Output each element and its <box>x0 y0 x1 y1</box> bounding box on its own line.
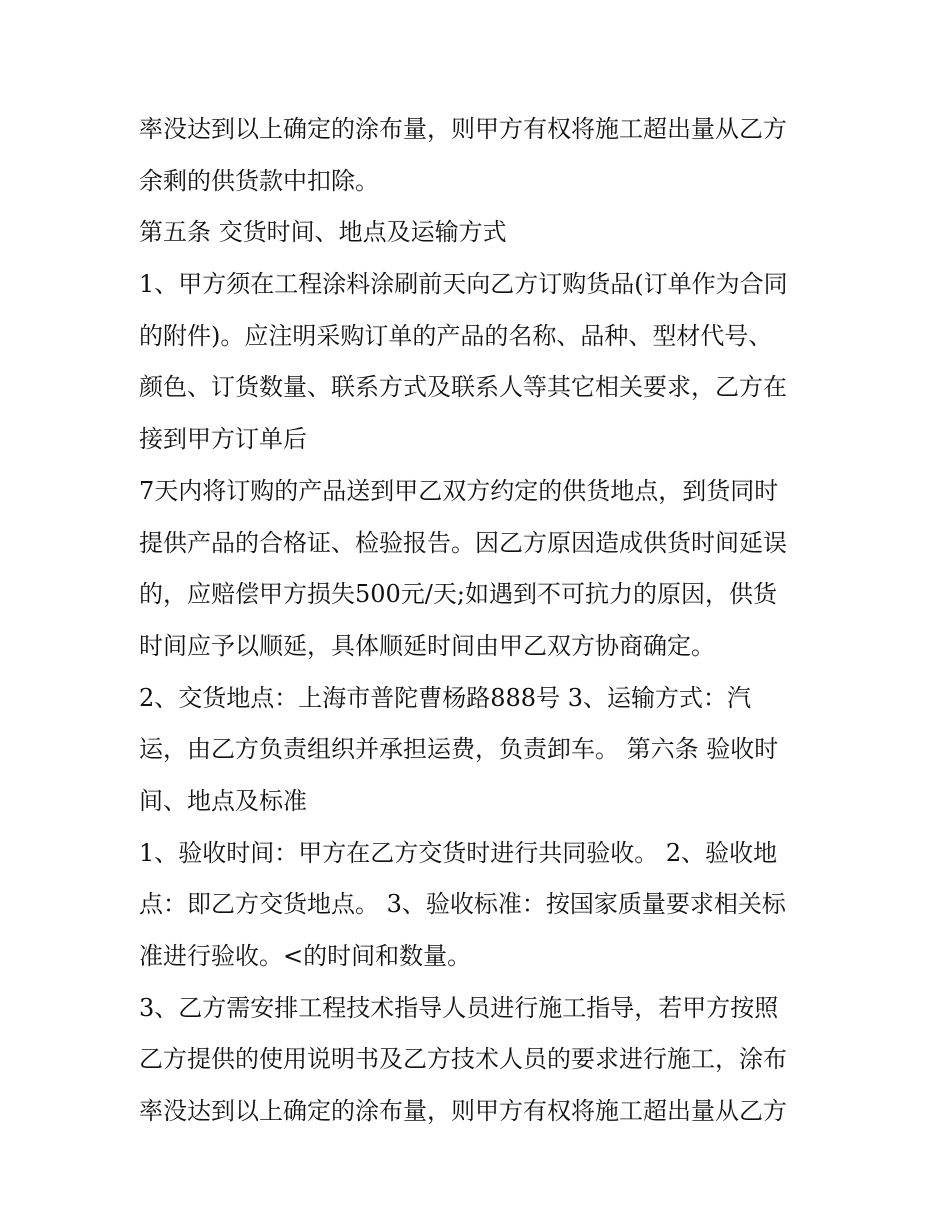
text-line: 接到甲方订单后 <box>139 425 307 454</box>
text-line: 间、地点及标准 <box>139 786 307 815</box>
section-heading: 第五条 交货时间、地点及运输方式 <box>139 218 507 247</box>
text-line: 的，应赔偿甲方损失500元/天;如遇到不可抗力的原因，供货 <box>139 580 777 609</box>
text-line: 2、交货地点：上海市普陀曹杨路888号 3、运输方式：汽 <box>139 683 751 712</box>
text-line: 乙方提供的使用说明书及乙方技术人员的要求进行施工，涂布 <box>139 1045 787 1074</box>
text-line: 率没达到以上确定的涂布量，则甲方有权将施工超出量从乙方 <box>139 115 787 143</box>
text-line: 颜色、订货数量、联系方式及联系人等其它相关要求，乙方在 <box>139 373 787 402</box>
text-line: 提供产品的合格证、检验报告。因乙方原因造成供货时间延误 <box>139 528 787 557</box>
text-line: 余剩的供货款中扣除。 <box>139 166 379 195</box>
contract-text <box>139 104 829 1138</box>
text-line: 3、乙方需安排工程技术指导人员进行施工指导，若甲方按照 <box>139 993 779 1022</box>
text-line: 运，由乙方负责组织并承担运费，负责卸车。 第六条 验收时 <box>139 735 779 764</box>
text-line: 的附件)。应注明采购订单的产品的名称、品种、型材代号、 <box>139 321 773 350</box>
text-line: 率没达到以上确定的涂布量，则甲方有权将施工超出量从乙方 <box>139 1097 787 1126</box>
text-line: 1、验收时间：甲方在乙方交货时进行共同验收。 2、验收地 <box>139 838 778 867</box>
text-line: 1、甲方须在工程涂料涂刷前天向乙方订购货品(订单作为合同 <box>139 270 788 299</box>
text-line: 点：即乙方交货地点。 3、验收标准：按国家质量要求相关标 <box>139 890 786 919</box>
text-line: 7天内将订购的产品送到甲乙双方约定的供货地点，到货同时 <box>139 476 779 505</box>
text-line: 时间应予以顺延，具体顺延时间由甲乙双方协商确定。 <box>139 631 715 660</box>
text-line: 准进行验收。<的时间和数量。 <box>139 942 472 970</box>
